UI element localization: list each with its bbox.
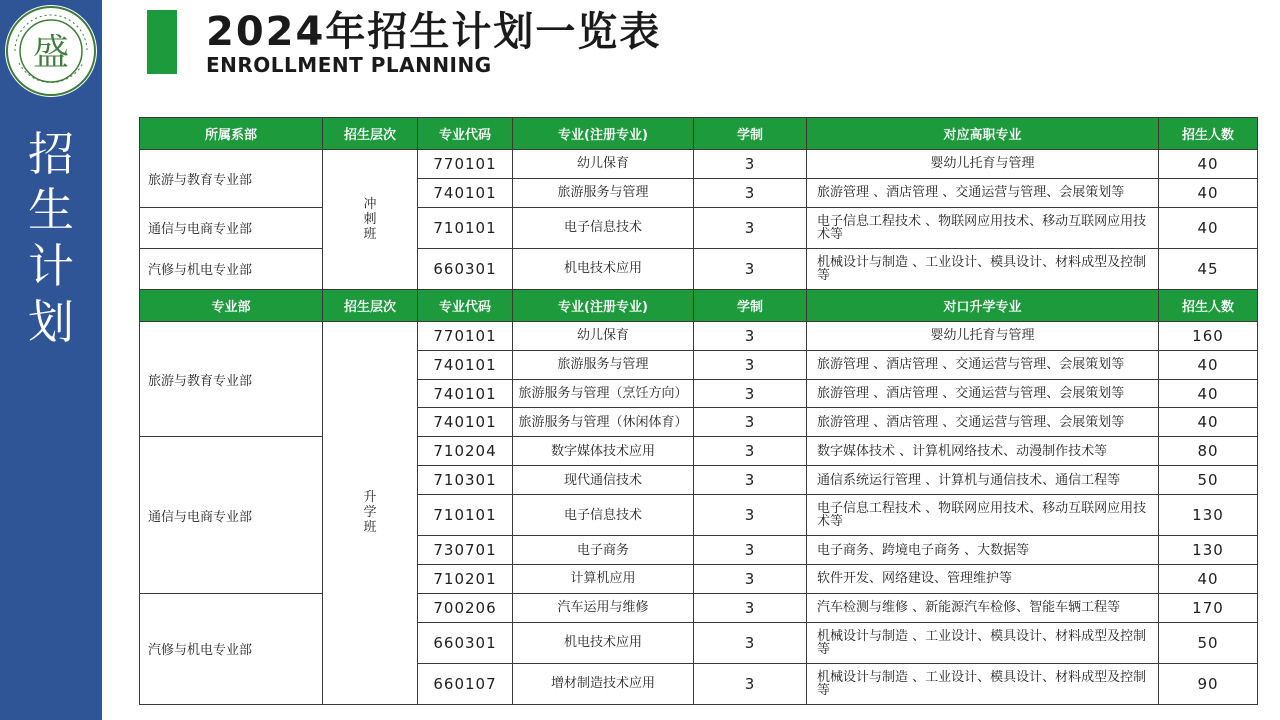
count-cell: 40: [1159, 565, 1258, 594]
vertical-title: [0, 126, 102, 350]
level-cell: [323, 150, 418, 290]
code-cell: 710201: [418, 565, 513, 594]
corresponding-major-cell: 婴幼儿托育与管理: [807, 321, 1159, 350]
level-label: 冲刺班: [363, 196, 377, 242]
major-cell: 旅游服务与管理: [513, 178, 694, 207]
corresponding-major-cell: 通信系统运行管理 、计算机与通信技术、通信工程等: [807, 466, 1159, 495]
corresponding-major-cell: 汽车检测与维修 、新能源汽车检修、智能车辆工程等: [807, 593, 1159, 622]
title-accent-bar: [147, 10, 177, 74]
years-cell: 3: [694, 248, 807, 289]
years-cell: 3: [694, 408, 807, 437]
sidebar: [0, 0, 102, 720]
vertical-title-char: 划: [28, 295, 74, 349]
corresponding-major-cell: 旅游管理 、酒店管理 、交通运营与管理、会展策划等: [807, 408, 1159, 437]
corresponding-major-cell: 婴幼儿托育与管理: [807, 150, 1159, 179]
count-cell: 40: [1159, 150, 1258, 179]
corresponding-major-cell: 电子信息工程技术 、物联网应用技术、移动互联网应用技术等: [807, 207, 1159, 248]
count-cell: 40: [1159, 379, 1258, 408]
code-cell: 660107: [418, 663, 513, 704]
years-cell: 3: [694, 466, 807, 495]
years-cell: 3: [694, 207, 807, 248]
code-cell: 710301: [418, 466, 513, 495]
years-cell: 3: [694, 622, 807, 663]
dept-cell: 汽修与机电专业部: [140, 248, 323, 289]
count-cell: 40: [1159, 350, 1258, 379]
code-cell: 710101: [418, 495, 513, 536]
page-title: 2024年招生计划一览表: [206, 9, 662, 55]
years-cell: 3: [694, 437, 807, 466]
years-cell: 3: [694, 379, 807, 408]
code-cell: 730701: [418, 536, 513, 565]
column-header: 对应高职专业: [807, 118, 1159, 150]
major-cell: 机电技术应用: [513, 622, 694, 663]
column-header: 对口升学专业: [807, 289, 1159, 321]
column-header: 所属系部: [140, 118, 323, 150]
corresponding-major-cell: 机械设计与制造 、工业设计、模具设计、材料成型及控制等: [807, 663, 1159, 704]
years-cell: 3: [694, 536, 807, 565]
major-cell: 现代通信技术: [513, 466, 694, 495]
column-header: 招生人数: [1159, 289, 1258, 321]
corresponding-major-cell: 数字媒体技术 、计算机网络技术、动漫制作技术等: [807, 437, 1159, 466]
major-cell: 电子信息技术: [513, 495, 694, 536]
code-cell: 710204: [418, 437, 513, 466]
major-cell: 电子信息技术: [513, 207, 694, 248]
major-cell: 旅游服务与管理（烹饪方向）: [513, 379, 694, 408]
code-cell: 710101: [418, 207, 513, 248]
count-cell: 40: [1159, 178, 1258, 207]
table-header-row: [140, 118, 1258, 150]
code-cell: 770101: [418, 321, 513, 350]
column-header: 招生层次: [323, 289, 418, 321]
level-cell: [323, 321, 418, 704]
code-cell: 660301: [418, 248, 513, 289]
code-cell: 700206: [418, 593, 513, 622]
major-cell: 增材制造技术应用: [513, 663, 694, 704]
major-cell: 旅游服务与管理: [513, 350, 694, 379]
enrollment-table: [139, 117, 1258, 705]
column-header: 专业代码: [418, 118, 513, 150]
code-cell: 770101: [418, 150, 513, 179]
table-row: [140, 150, 1258, 179]
code-cell: 660301: [418, 622, 513, 663]
count-cell: 160: [1159, 321, 1258, 350]
logo-glyph: 盛: [32, 32, 70, 73]
count-cell: 45: [1159, 248, 1258, 289]
years-cell: 3: [694, 150, 807, 179]
table-header-row: [140, 289, 1258, 321]
count-cell: 40: [1159, 408, 1258, 437]
years-cell: 3: [694, 593, 807, 622]
page-subtitle: ENROLLMENT PLANNING: [206, 53, 492, 77]
count-cell: 130: [1159, 495, 1258, 536]
count-cell: 90: [1159, 663, 1258, 704]
code-cell: 740101: [418, 408, 513, 437]
count-cell: 50: [1159, 466, 1258, 495]
corresponding-major-cell: 旅游管理 、酒店管理 、交通运营与管理、会展策划等: [807, 178, 1159, 207]
major-cell: 幼儿保育: [513, 321, 694, 350]
dept-cell: 通信与电商专业部: [140, 437, 323, 594]
level-label: 升学班: [363, 490, 377, 536]
major-cell: 电子商务: [513, 536, 694, 565]
column-header: 专业(注册专业): [513, 289, 694, 321]
school-logo-icon: [5, 5, 97, 97]
count-cell: 80: [1159, 437, 1258, 466]
vertical-title-char: 招: [28, 127, 74, 181]
major-cell: 汽车运用与维修: [513, 593, 694, 622]
dept-cell: 旅游与教育专业部: [140, 321, 323, 437]
years-cell: 3: [694, 350, 807, 379]
count-cell: 50: [1159, 622, 1258, 663]
dept-cell: 汽修与机电专业部: [140, 593, 323, 704]
years-cell: 3: [694, 565, 807, 594]
vertical-title-char: 计: [28, 239, 74, 293]
count-cell: 130: [1159, 536, 1258, 565]
corresponding-major-cell: 软件开发、网络建设、管理维护等: [807, 565, 1159, 594]
school-logo: [5, 5, 97, 97]
corresponding-major-cell: 旅游管理 、酒店管理 、交通运营与管理、会展策划等: [807, 350, 1159, 379]
dept-cell: 旅游与教育专业部: [140, 150, 323, 208]
corresponding-major-cell: 机械设计与制造 、工业设计、模具设计、材料成型及控制等: [807, 248, 1159, 289]
corresponding-major-cell: 电子商务、跨境电子商务 、大数据等: [807, 536, 1159, 565]
corresponding-major-cell: 旅游管理 、酒店管理 、交通运营与管理、会展策划等: [807, 379, 1159, 408]
column-header: 专业部: [140, 289, 323, 321]
table-row: [140, 207, 1258, 248]
column-header: 招生人数: [1159, 118, 1258, 150]
vertical-title-char: 生: [28, 183, 74, 237]
count-cell: 40: [1159, 207, 1258, 248]
count-cell: 170: [1159, 593, 1258, 622]
years-cell: 3: [694, 663, 807, 704]
major-cell: 幼儿保育: [513, 150, 694, 179]
table-row: [140, 437, 1258, 466]
table-row: [140, 593, 1258, 622]
code-cell: 740101: [418, 379, 513, 408]
dept-cell: 通信与电商专业部: [140, 207, 323, 248]
column-header: 招生层次: [323, 118, 418, 150]
major-cell: 机电技术应用: [513, 248, 694, 289]
years-cell: 3: [694, 178, 807, 207]
major-cell: 旅游服务与管理（休闲体育）: [513, 408, 694, 437]
corresponding-major-cell: 电子信息工程技术 、物联网应用技术、移动互联网应用技术等: [807, 495, 1159, 536]
table-row: [140, 248, 1258, 289]
code-cell: 740101: [418, 178, 513, 207]
major-cell: 数字媒体技术应用: [513, 437, 694, 466]
corresponding-major-cell: 机械设计与制造 、工业设计、模具设计、材料成型及控制等: [807, 622, 1159, 663]
code-cell: 740101: [418, 350, 513, 379]
column-header: 专业(注册专业): [513, 118, 694, 150]
column-header: 学制: [694, 289, 807, 321]
column-header: 专业代码: [418, 289, 513, 321]
years-cell: 3: [694, 321, 807, 350]
table-row: [140, 321, 1258, 350]
major-cell: 计算机应用: [513, 565, 694, 594]
years-cell: 3: [694, 495, 807, 536]
column-header: 学制: [694, 118, 807, 150]
